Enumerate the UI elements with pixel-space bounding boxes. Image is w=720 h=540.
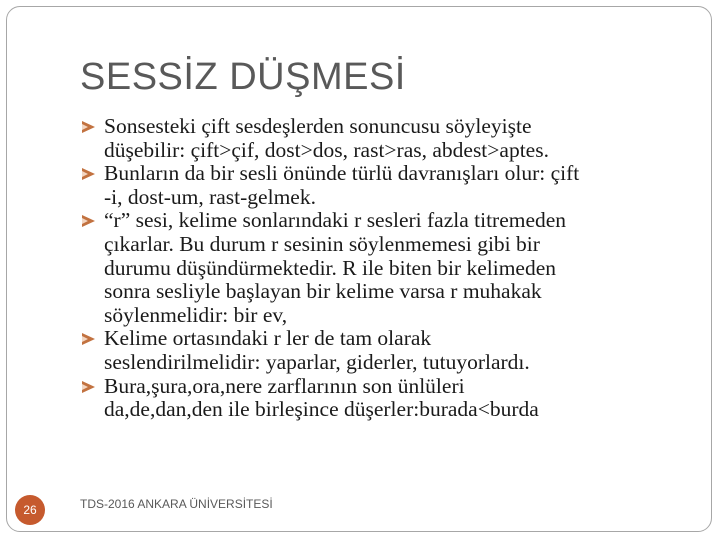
page-number-badge: 26 [15, 495, 45, 525]
bullet-arrow-icon [82, 333, 95, 345]
bullet-line: seslendirilmelidir: yaparlar, giderler, tutuyorlardı. [104, 349, 530, 374]
bullet-line: söylenmelidir: bir ev, [104, 302, 288, 327]
bullet-item [82, 115, 682, 162]
bullet-arrow-icon [82, 121, 95, 133]
bullet-arrow-icon [82, 168, 95, 180]
bullet-list [82, 115, 682, 422]
bullet-item [82, 209, 682, 327]
bullet-arrow-icon [82, 215, 95, 227]
bullet-line: da,de,dan,den ile birleşince düşerler:burada<burda [104, 397, 539, 422]
bullet-line: çıkarlar. Bu durum r sesinin söylenmemesi gibi bir [104, 231, 540, 256]
footer-text: TDS-2016 ANKARA ÜNİVERSİTESİ [80, 497, 273, 511]
bullet-line: Bura,şura,ora,nere zarflarının son ünlüleri [104, 373, 465, 398]
bullet-line: Bunların da bir sesli önünde türlü davranışları olur: çift [104, 161, 580, 186]
bullet-line: Sonsesteki çift sesdeşlerden sonuncusu söyleyişte [104, 114, 532, 138]
bullet-line: Kelime ortasındaki r ler de tam olarak [104, 326, 432, 351]
slide-title: SESSİZ DÜŞMESİ [80, 56, 406, 98]
bullet-line: sonra sesliyle başlayan bir kelime varsa r muhakak [104, 279, 542, 304]
bullet-item [82, 375, 682, 422]
bullet-line: “r” sesi, kelime sonlarındaki r sesleri fazla titremeden [104, 208, 567, 233]
bullet-item [82, 162, 682, 209]
bullet-arrow-icon [82, 381, 95, 393]
bullet-line: düşebilir: çift>çif, dost>dos, rast>ras, abdest>aptes. [104, 137, 549, 162]
bullet-line: durumu düşündürmektedir. R ile biten bir kelimeden [104, 255, 557, 280]
bullet-line: -i, dost-um, rast-gelmek. [104, 184, 316, 209]
bullet-item [82, 327, 682, 374]
